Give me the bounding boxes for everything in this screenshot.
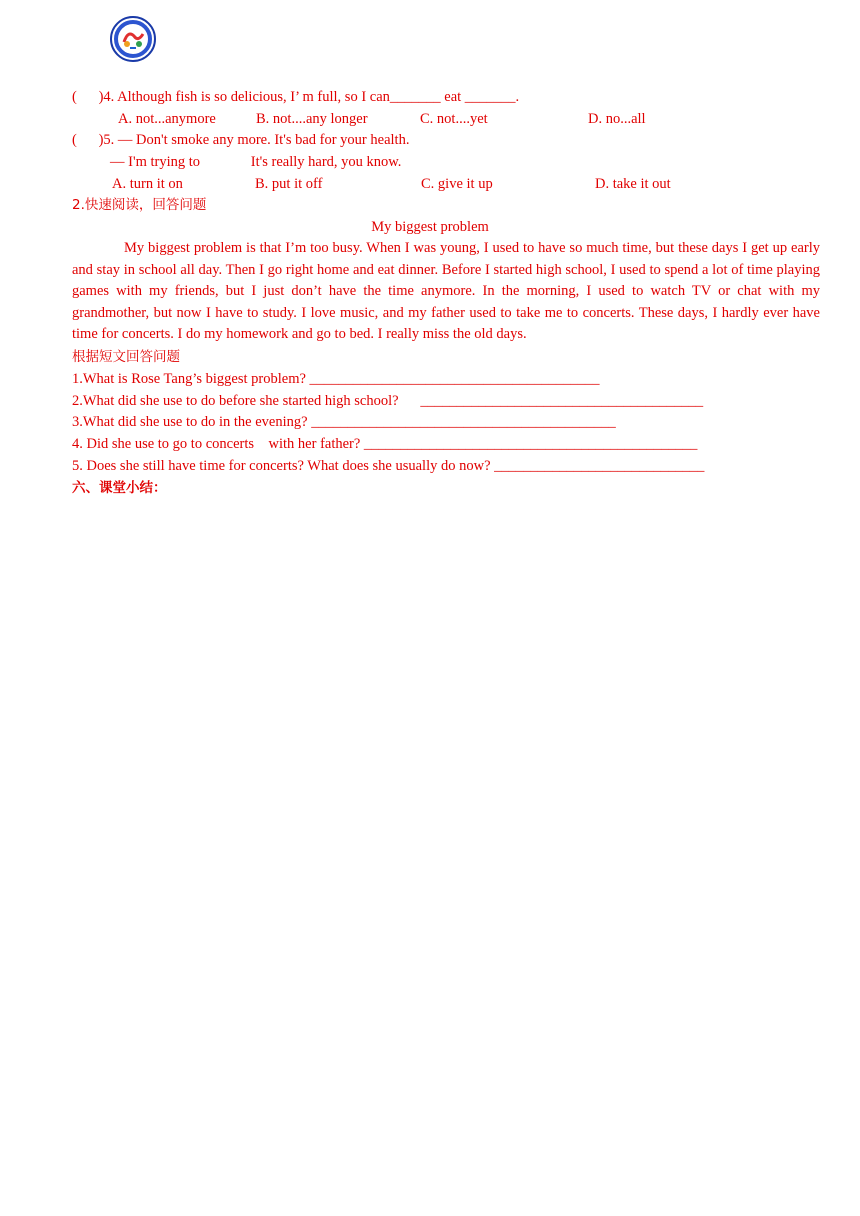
q4-option-a: A. not...anymore [118,111,216,127]
section-2-heading: 2.快速阅读，回答问题 [72,197,207,213]
q4-option-c: C. not....yet [420,111,488,127]
q5-option-b: B. put it off [255,176,323,192]
q4-option-b: B. not....any longer [256,111,368,127]
question-5-stem: ( )5. — Don't smoke any more. It's bad for your health. [72,132,410,148]
answer-heading: 根据短文回答问题 [72,349,180,365]
passage-text: My biggest problem is that I’m too busy. When I was young, I used to have so much time, but these days I get up early and stay in school all day. Then I go right home and eat dinner. Before I started high school, I used to spend a lot of time playing games with my friends, but I just don’t have the time anymore. In the morning, I used to watch TV or chat with my grandmother, but now I have to study. I love music, and my father used to take me to concerts. These days, I hardly ever have time for concerts. I do my homework and go to bed. I really miss the old days. [72,240,820,343]
question-item: 5. Does she still have time for concerts? What does she usually do now? _____________________________ [72,458,705,474]
question-item: 1.What is Rose Tang’s biggest problem? ________________________________________ [72,371,600,387]
question-item: 3.What did she use to do in the evening? __________________________________________ [72,414,616,430]
question-5-reply: — I'm trying to It's really hard, you know. [110,154,402,170]
q5-option-a: A. turn it on [112,176,183,192]
question-4-stem: ( )4. Although fish is so delicious, I’ m full, so I can_______ eat _______. [72,89,520,105]
question-item: 2.What did she use to do before she started high school? _______________________________________ [72,393,704,409]
school-logo [110,16,156,62]
passage-title: My biggest problem [371,219,489,235]
section-6-heading: 六、课堂小结： [72,480,167,496]
question-item: 4. Did she use to go to concerts with her father? ______________________________________________ [72,436,698,452]
q4-option-d: D. no...all [588,111,646,127]
q5-option-d: D. take it out [595,176,671,192]
q5-option-c: C. give it up [421,176,493,192]
